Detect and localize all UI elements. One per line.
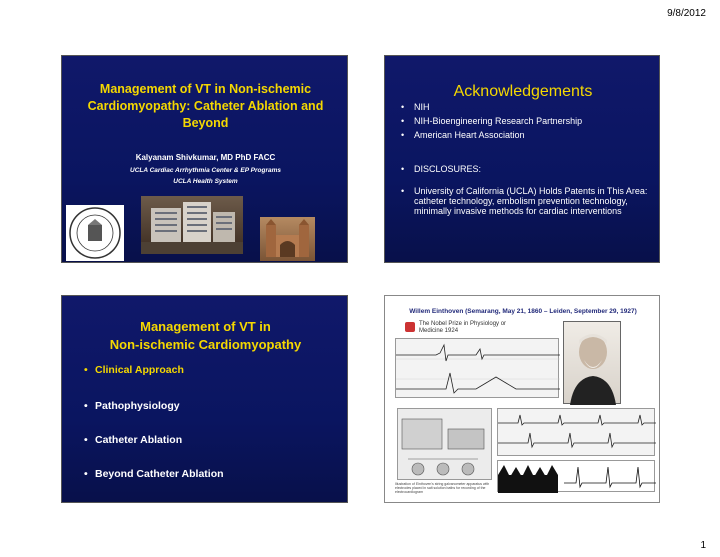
slide3-item-beyond-catheter-ablation: • Beyond Catheter Ablation <box>84 468 224 480</box>
slide1-title-line-3: Beyond <box>182 116 229 130</box>
galvanometer-illustration <box>397 408 492 480</box>
ekg-trace-image <box>395 338 559 398</box>
slide1-title-line-1: Management of VT in Non-ischemic <box>99 82 312 96</box>
university-seal-image <box>66 205 124 261</box>
slide3-title-line-2: Non-ischemic Cardiomyopathy <box>109 337 302 352</box>
ekg-strip-image <box>497 408 655 456</box>
slide3-item-catheter-ablation: • Catheter Ablation <box>84 434 182 446</box>
slide1-title <box>62 81 348 132</box>
page-date: 9/8/2012 <box>667 8 706 19</box>
hospital-building-image <box>141 196 243 254</box>
list-item: • American Heart Association <box>401 130 657 140</box>
slide3-item-clinical-approach: • Clinical Approach <box>84 364 184 376</box>
list-item: • DISCLOSURES: <box>401 164 657 174</box>
acknowledgements-list <box>401 102 657 216</box>
royce-hall-image <box>260 217 315 261</box>
einthoven-portrait-image <box>563 321 621 404</box>
nobel-prize-text: The Nobel Prize in Physiology or Medicine 1924 <box>419 321 507 334</box>
slide4-title: Willem Einthoven (Semarang, May 21, 1860 – Leiden, September 29, 1927) <box>409 308 637 315</box>
nobel-logo-icon <box>405 322 415 332</box>
slide2-title: Acknowledgements <box>453 83 593 100</box>
ekg-waveform-image <box>497 460 655 492</box>
slide1-affiliation-1: UCLA Cardiac Arrhythmia Center & EP Programs <box>130 167 281 174</box>
page-number: 1 <box>700 540 706 551</box>
slide-4 <box>384 295 660 503</box>
slide3-title-line-1: Management of VT in <box>140 319 271 334</box>
slide3-item-pathophysiology: • Pathophysiology <box>84 400 180 412</box>
slide3-title <box>62 318 348 354</box>
list-item: • NIH <box>401 102 657 112</box>
slide1-author: Kalyanam Shivkumar, MD PhD FACC <box>135 153 276 162</box>
figure-caption: Illustration of Einthoven's string galvanometer apparatus with electrodes placed in salt solution baths for recording of the electrocardiogram <box>395 482 490 494</box>
slide1-title-line-2: Cardiomyopathy: Catheter Ablation and <box>87 99 324 113</box>
slide-1 <box>61 55 348 263</box>
list-item: • NIH-Bioengineering Research Partnership <box>401 116 657 126</box>
list-item: • University of California (UCLA) Holds Patents in This Area: catheter technology, embolism prevention technology, minimally invasive methods for cardiac interventions <box>401 186 657 216</box>
slide-2 <box>384 55 660 263</box>
slide-3 <box>61 295 348 503</box>
slide1-affiliation-2: UCLA Health System <box>173 178 238 185</box>
